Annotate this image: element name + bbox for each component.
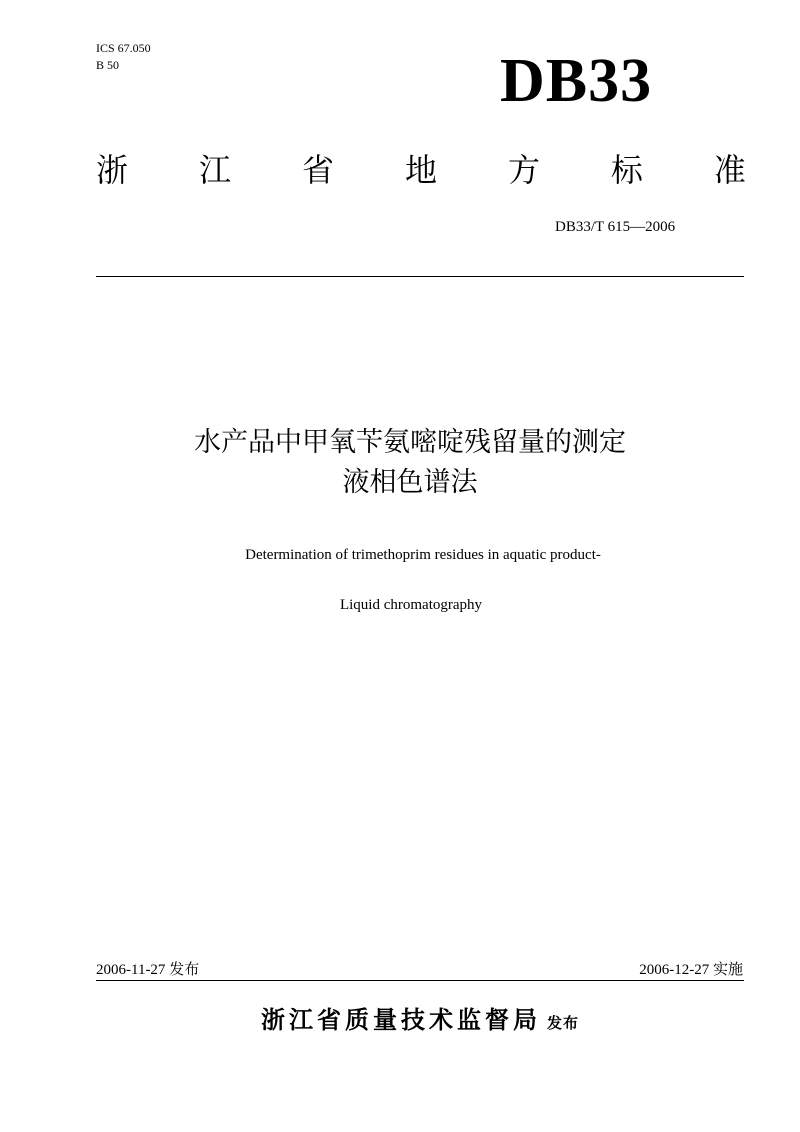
standard-code: DB33/T 615—2006 — [555, 219, 676, 235]
standard-type-char: 准 — [713, 151, 746, 189]
publish-label: 发布 — [169, 960, 200, 978]
header-divider — [96, 276, 744, 277]
chinese-title-line-2: 液相色谱法 — [342, 467, 478, 498]
implement-date-value: 2006-12-27 — [639, 962, 710, 978]
publish-date — [96, 958, 199, 979]
classification-codes — [96, 40, 151, 74]
english-title-line-2: Liquid chromatography — [339, 597, 483, 613]
implement-label: 实施 — [712, 960, 743, 978]
chinese-title — [0, 423, 800, 503]
ics-code: ICS 67.050 — [96, 41, 151, 55]
standard-type-char: 省 — [301, 151, 334, 189]
standard-type-char: 浙 — [96, 151, 129, 189]
publisher — [0, 1000, 800, 1035]
footer-divider — [96, 980, 744, 981]
standard-type-char: 江 — [198, 151, 231, 189]
chinese-title-line-1: 水产品中甲氧苄氨嘧啶残留量的测定 — [194, 427, 626, 458]
standard-type-char: 标 — [610, 151, 643, 189]
standard-type-char: 方 — [507, 151, 540, 189]
standard-type — [96, 146, 746, 194]
publisher-suffix: 发布 — [546, 1014, 579, 1032]
english-title-line-1: Determination of trimethoprim residues in aquatic product- — [245, 547, 601, 563]
db-logo: DB33 — [500, 47, 653, 115]
implement-date — [639, 958, 743, 979]
publisher-name: 浙江省质量技术监督局 — [260, 1006, 541, 1034]
publish-date-value: 2006-11-27 — [96, 962, 166, 978]
standard-type-char: 地 — [404, 151, 437, 189]
ccs-code: B 50 — [96, 58, 120, 72]
